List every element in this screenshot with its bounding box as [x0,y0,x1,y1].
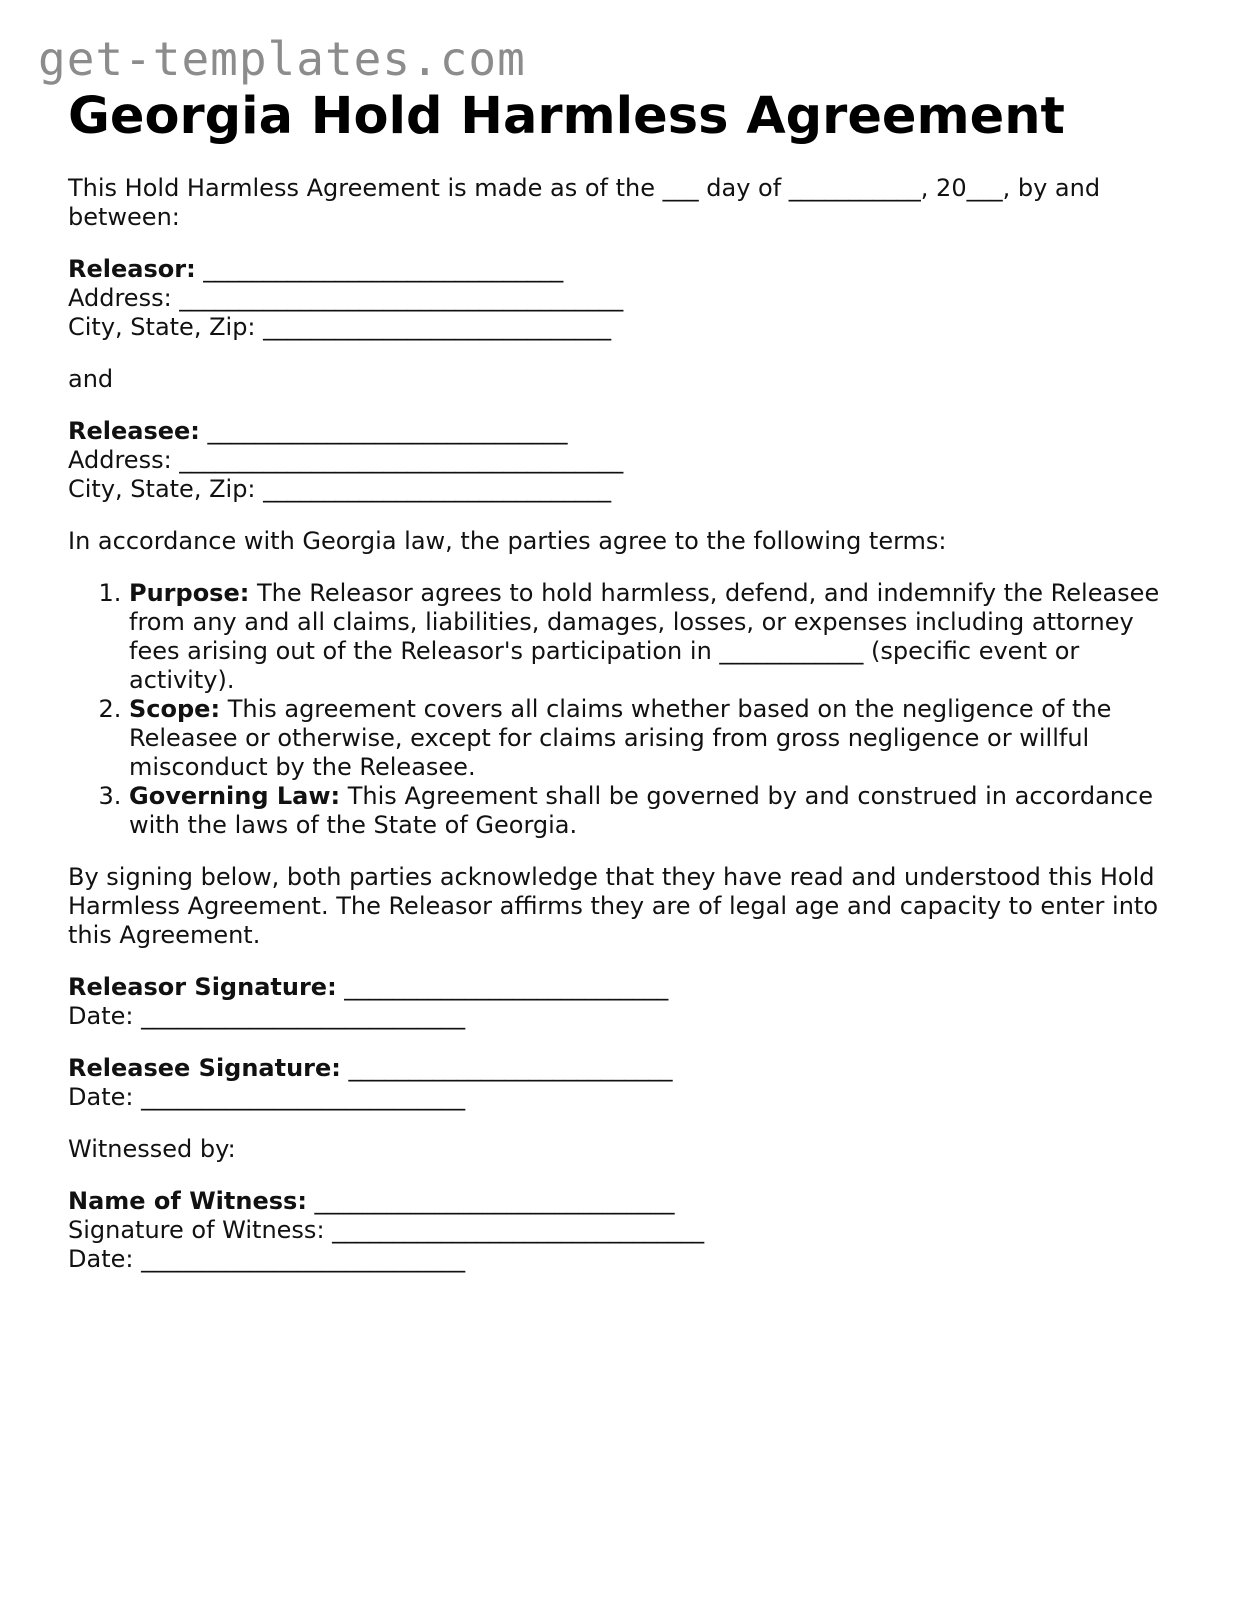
releasor-label: Releasor: [68,255,196,283]
document-page [68,86,1188,1274]
witness-name-field: ______________________________ [306,1187,675,1215]
term-governing-law [129,782,1188,840]
releasor-signature-line [68,973,1188,1002]
intro-paragraph: This Hold Harmless Agreement is made as of the ___ day of ___________, 20___, by and between: [68,174,1101,231]
document-body [68,174,1188,1274]
releasee-label: Releasee: [68,417,200,445]
term-text: The Releasor agrees to hold harmless, defend, and indemnify the Releasee from any and all claims, liabilities, damages, losses, or expenses including attorney fees arising out of the Releasor's participation in ____________ (specific event or activity). [129,579,1160,694]
witness-name-label: Name of Witness: [68,1187,307,1215]
releasee-city-field: City, State, Zip: _____________________________ [68,475,612,503]
releasor-signature-field: ___________________________ [336,973,669,1001]
witness-signature-field: Signature of Witness: _______________________________ [68,1216,705,1244]
releasee-name-field: ______________________________ [199,417,568,445]
terms-list [68,579,1188,840]
releasee-signature-block [68,1054,1188,1112]
term-label: Purpose: [129,579,250,607]
releasee-block [68,417,1188,504]
term-text: This agreement covers all claims whether based on the negligence of the Releasee or otherwise, except for claims arising from gross negligence or willful misconduct by the Releasee. [129,695,1112,781]
term-purpose [129,579,1188,695]
witness-name-line [68,1187,1188,1216]
releasee-line [68,417,1188,446]
releasor-block [68,255,1188,342]
watermark: get-templates.com [38,32,526,86]
releasee-date-field: Date: ___________________________ [68,1083,466,1111]
releasor-line [68,255,1188,284]
and-text: and [68,365,114,393]
releasee-signature-line [68,1054,1188,1083]
releasor-address-field: Address: _____________________________________ [68,284,624,312]
term-label: Scope: [129,695,221,723]
releasor-signature-block [68,973,1188,1031]
witness-date-field: Date: ___________________________ [68,1245,466,1273]
witness-block [68,1187,1188,1274]
releasee-signature-field: ___________________________ [340,1054,673,1082]
releasee-signature-label: Releasee Signature: [68,1054,341,1082]
releasor-name-field: ______________________________ [195,255,564,283]
witnessed-by-text: Witnessed by: [68,1135,236,1163]
document-title: Georgia Hold Harmless Agreement [68,87,1065,146]
acknowledgment-paragraph: By signing below, both parties acknowledge that they have read and understood this Hold Harmless Agreement. The Releasor affirms they are of legal age and capacity to enter into this Agreement. [68,863,1159,949]
term-label: Governing Law: [129,782,341,810]
term-scope [129,695,1188,782]
term-text: This Agreement shall be governed by and construed in accordance with the laws of the State of Georgia. [129,782,1153,839]
releasor-date-field: Date: ___________________________ [68,1002,466,1030]
releasee-address-field: Address: _____________________________________ [68,446,624,474]
releasor-city-field: City, State, Zip: _____________________________ [68,313,612,341]
releasor-signature-label: Releasor Signature: [68,973,337,1001]
terms-intro: In accordance with Georgia law, the parties agree to the following terms: [68,527,947,555]
